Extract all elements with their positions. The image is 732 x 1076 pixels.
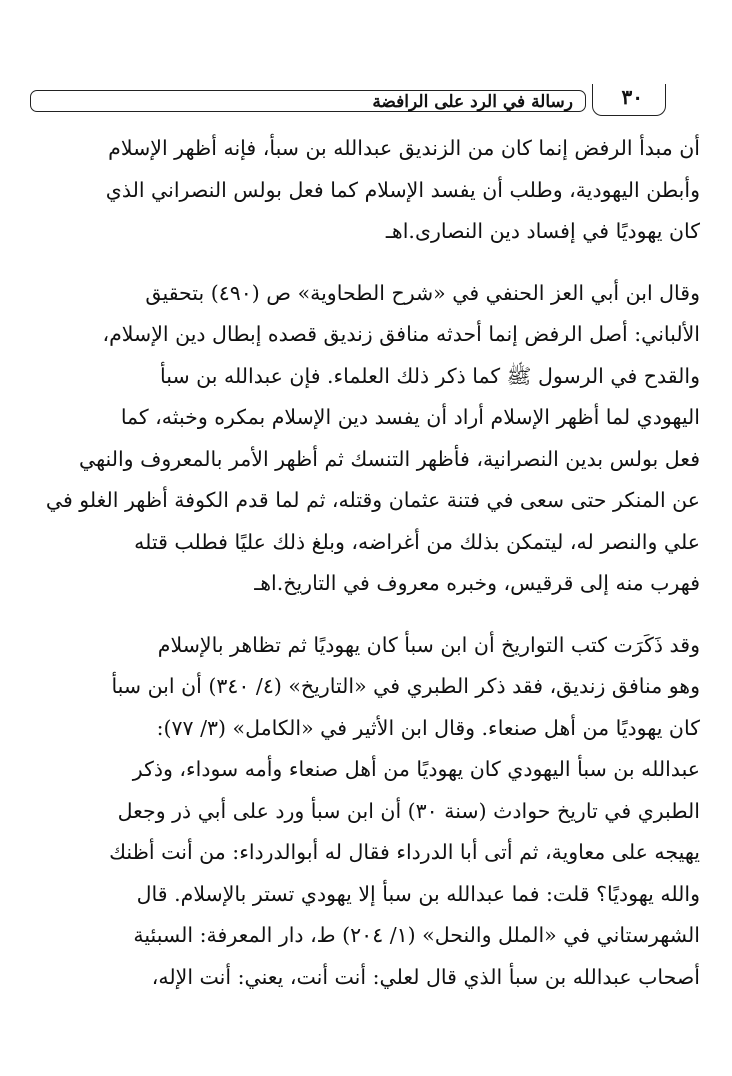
text-line: فعل بولس بدين النصرانية، فأظهر التنسك ثم أظهر الأمر بالمعروف والنهي [78, 446, 700, 471]
text-line: وأبطن اليهودية، وطلب أن يفسد الإسلام كما فعل بولس النصراني الذي [105, 177, 700, 202]
text-line: الطبري في تاريخ حوادث (سنة ٣٠) أن ابن سبأ ورد على أبي ذر وجعل [117, 798, 700, 823]
page-number-frame [592, 84, 666, 116]
text-line: فهرب منه إلى قرقيس، وخبره معروف في التاريخ.اهـ [254, 571, 700, 595]
text-line: الألباني: أصل الرفض إنما أحدثه منافق زنديق قصده إبطال دين الإسلام، [102, 322, 700, 346]
page-header [30, 84, 666, 118]
page-body [36, 128, 700, 998]
text-line: أصحاب عبدالله بن سبأ الذي قال لعلي: أنت أنت، يعني: أنت الإله، [151, 964, 700, 989]
running-title-frame [30, 90, 586, 112]
text-line: اليهودي لما أظهر الإسلام أراد أن يفسد دين الإسلام بمكره وخبثه، كما [120, 405, 700, 429]
text-line: الشهرستاني في «الملل والنحل» (١/ ٢٠٤) ط، دار المعرفة: السبئية [133, 923, 700, 947]
text-line: يهيجه على معاوية، ثم أتى أبا الدرداء فقال له أبوالدرداء: من أنت أظنك [109, 840, 700, 864]
paragraph-1 [36, 128, 700, 253]
text-line: وقد ذَكَرَت كتب التواريخ أن ابن سبأ كان يهوديًا ثم تظاهر بالإسلام [157, 632, 700, 657]
text-line: عبدالله بن سبأ اليهودي كان يهوديًا من أهل صنعاء وأمه سوداء، وذكر [132, 757, 700, 781]
text-line: والقدح في الرسول ﷺ كما ذكر ذلك العلماء. فإن عبدالله بن سبأ [160, 363, 700, 388]
text-line: أن مبدأ الرفض إنما كان من الزنديق عبدالله بن سبأ، فإنه أظهر الإسلام [108, 136, 700, 160]
text-line: عن المنكر حتى سعى في فتنة عثمان وقتله، ثم لما قدم الكوفة أظهر الغلو في [45, 488, 700, 512]
text-line: والله يهوديًا؟ قلت: فما عبدالله بن سبأ إلا يهودي تستر بالإسلام. قال [136, 881, 700, 906]
text-line: علي والنصر له، ليتمكن بذلك من أغراضه، وبلغ ذلك عليًا فطلب قتله [134, 529, 700, 554]
page-number: ٣٠ [621, 85, 643, 109]
paragraph-2 [36, 273, 700, 605]
text-line: وهو منافق زنديق، فقد ذكر الطبري في «التاريخ» (٤/ ٣٤٠) أن ابن سبأ [111, 674, 700, 698]
text-line: كان يهوديًا من أهل صنعاء. وقال ابن الأثير في «الكامل» (٣/ ٧٧): [156, 715, 700, 740]
text-line: وقال ابن أبي العز الحنفي في «شرح الطحاوية» ص (٤٩٠) بتحقيق [145, 280, 700, 305]
running-title: رسالة في الرد على الرافضة [372, 92, 573, 112]
paragraph-3 [36, 625, 700, 999]
text-line: كان يهوديًا في إفساد دين النصارى.اهـ [385, 219, 700, 243]
